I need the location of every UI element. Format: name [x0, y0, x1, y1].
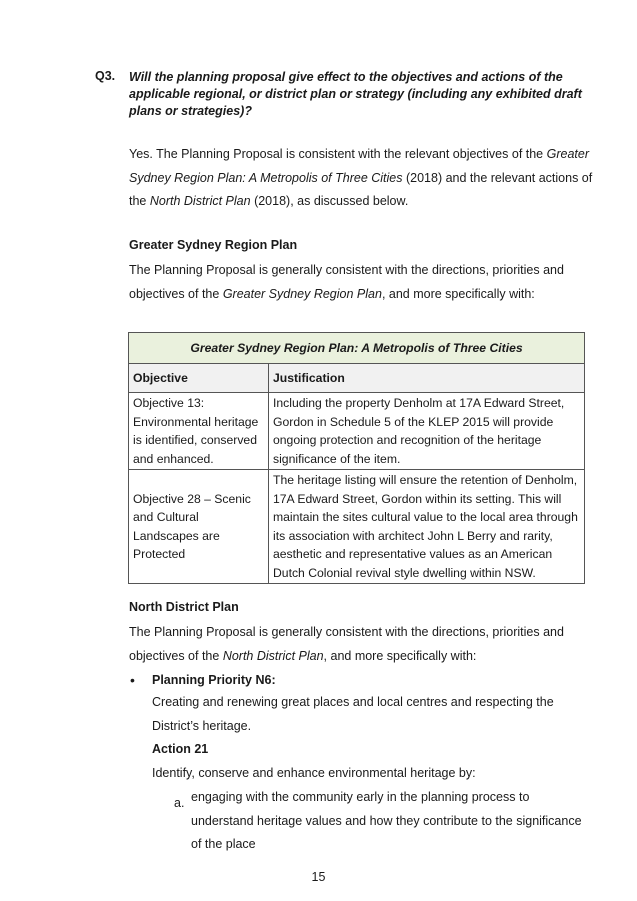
gsrp-paragraph: The Planning Proposal is generally consistent with the directions, priorities and objectives of the Greater Sydney Region Plan, and more specifically with: — [129, 263, 564, 301]
objectives-table — [128, 332, 585, 584]
question-text: Will the planning proposal give effect to the objectives and actions of the applicable regional, or district plan or strategy (including any exhibited draft plans or strategies)? — [129, 70, 582, 118]
priority-heading: Planning Priority N6: — [152, 673, 276, 687]
justification-cell: The heritage listing will ensure the retention of Denholm, 17A Edward Street, Gordon within its setting. This will maintain the sites cultural value to the local area through its association with architect John L Berry and rarity, aesthetic and representative values as an American Dutch Colonial revival style dwelling within NSW. — [269, 470, 585, 584]
ndp-heading: North District Plan — [129, 600, 239, 614]
ndp-paragraph: The Planning Proposal is generally consistent with the directions, priorities and objectives of the North District Plan, and more specifically with: — [129, 625, 564, 663]
table-row — [129, 470, 585, 584]
list-marker: a. — [174, 796, 185, 810]
list-item: engaging with the community early in the planning process to understand heritage values and how they contribute to the significance of the place — [191, 790, 582, 851]
table-caption: Greater Sydney Region Plan: A Metropolis of Three Cities — [129, 333, 585, 364]
page-number: 15 — [311, 870, 326, 884]
column-header-objective: Objective — [129, 364, 269, 393]
table-caption-row — [129, 333, 585, 364]
action-heading: Action 21 — [152, 742, 209, 756]
justification-cell: Including the property Denholm at 17A Edward Street, Gordon in Schedule 5 of the KLEP 2015 will provide ongoing protection and recognition of the heritage significance of the item. — [269, 393, 585, 470]
column-header-justification: Justification — [269, 364, 585, 393]
question-number: Q3. — [95, 69, 116, 83]
table-row — [129, 393, 585, 470]
bullet-icon: • — [130, 672, 135, 688]
objective-cell: Objective 28 – Scenic and Cultural Landscapes are Protected — [129, 470, 269, 584]
priority-description: Creating and renewing great places and local centres and respecting the District’s heritage. — [152, 695, 554, 733]
table-header-row — [129, 364, 585, 393]
answer-paragraph: Yes. The Planning Proposal is consistent with the relevant objectives of the Greater Sydney Region Plan: A Metropolis of Three Cities (2018) and the relevant actions of the North District Plan (2018), as discussed below. — [129, 147, 593, 208]
gsrp-heading: Greater Sydney Region Plan — [129, 238, 298, 252]
objective-cell: Objective 13: Environmental heritage is identified, conserved and enhanced. — [129, 393, 269, 470]
action-description: Identify, conserve and enhance environmental heritage by: — [152, 766, 476, 780]
